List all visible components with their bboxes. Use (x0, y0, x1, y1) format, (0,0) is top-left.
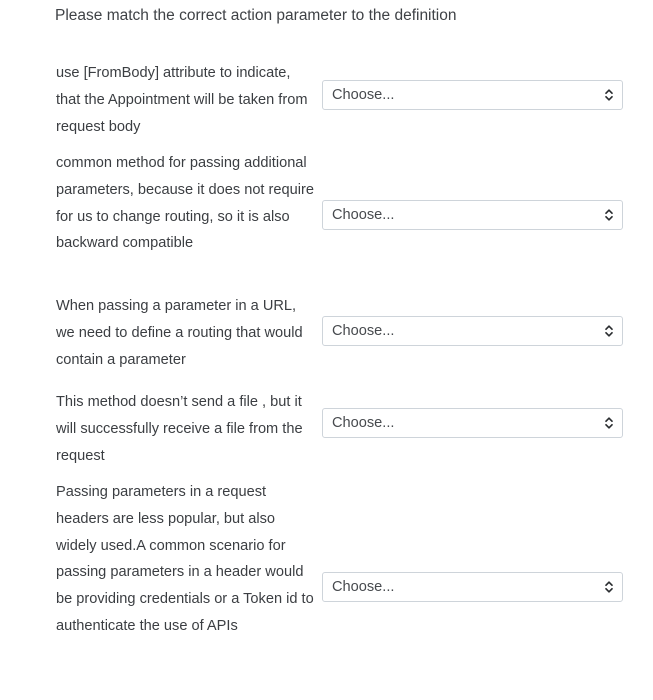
answer-select-1[interactable] (322, 80, 623, 110)
definition-text-4: This method doesn’t send a file , but it will successfully receive a file from the request (56, 394, 303, 464)
definition-text-2: common method for passing additional parameters, because it does not require for us to change routing, so it is also backward compatible (56, 155, 314, 252)
definition-text-3: When passing a parameter in a URL, we need to define a routing that would contain a parameter (56, 298, 303, 368)
definition-text-5: Passing parameters in a request headers are less popular, but also widely used.A common scenario for passing parameters in a header would be providing credentials or a Token id to authenticate the use of APIs (56, 484, 314, 634)
answer-select-5[interactable] (322, 572, 623, 602)
select-value-5: Choose... (332, 579, 395, 595)
select-value-4: Choose... (332, 415, 395, 431)
chevron-up-down-icon (604, 416, 614, 430)
chevron-up-down-icon (604, 208, 614, 222)
select-value-1: Choose... (332, 87, 395, 103)
definition-text-1: use [FromBody] attribute to indicate, that the Appointment will be taken from request body (56, 65, 308, 135)
answer-select-2[interactable] (322, 200, 623, 230)
answer-select-4[interactable] (322, 408, 623, 438)
chevron-up-down-icon (604, 324, 614, 338)
chevron-up-down-icon (604, 88, 614, 102)
chevron-up-down-icon (604, 580, 614, 594)
answer-select-3[interactable] (322, 316, 623, 346)
select-value-3: Choose... (332, 323, 395, 339)
question-prompt: Please match the correct action parameter to the definition (55, 7, 457, 24)
select-value-2: Choose... (332, 207, 395, 223)
